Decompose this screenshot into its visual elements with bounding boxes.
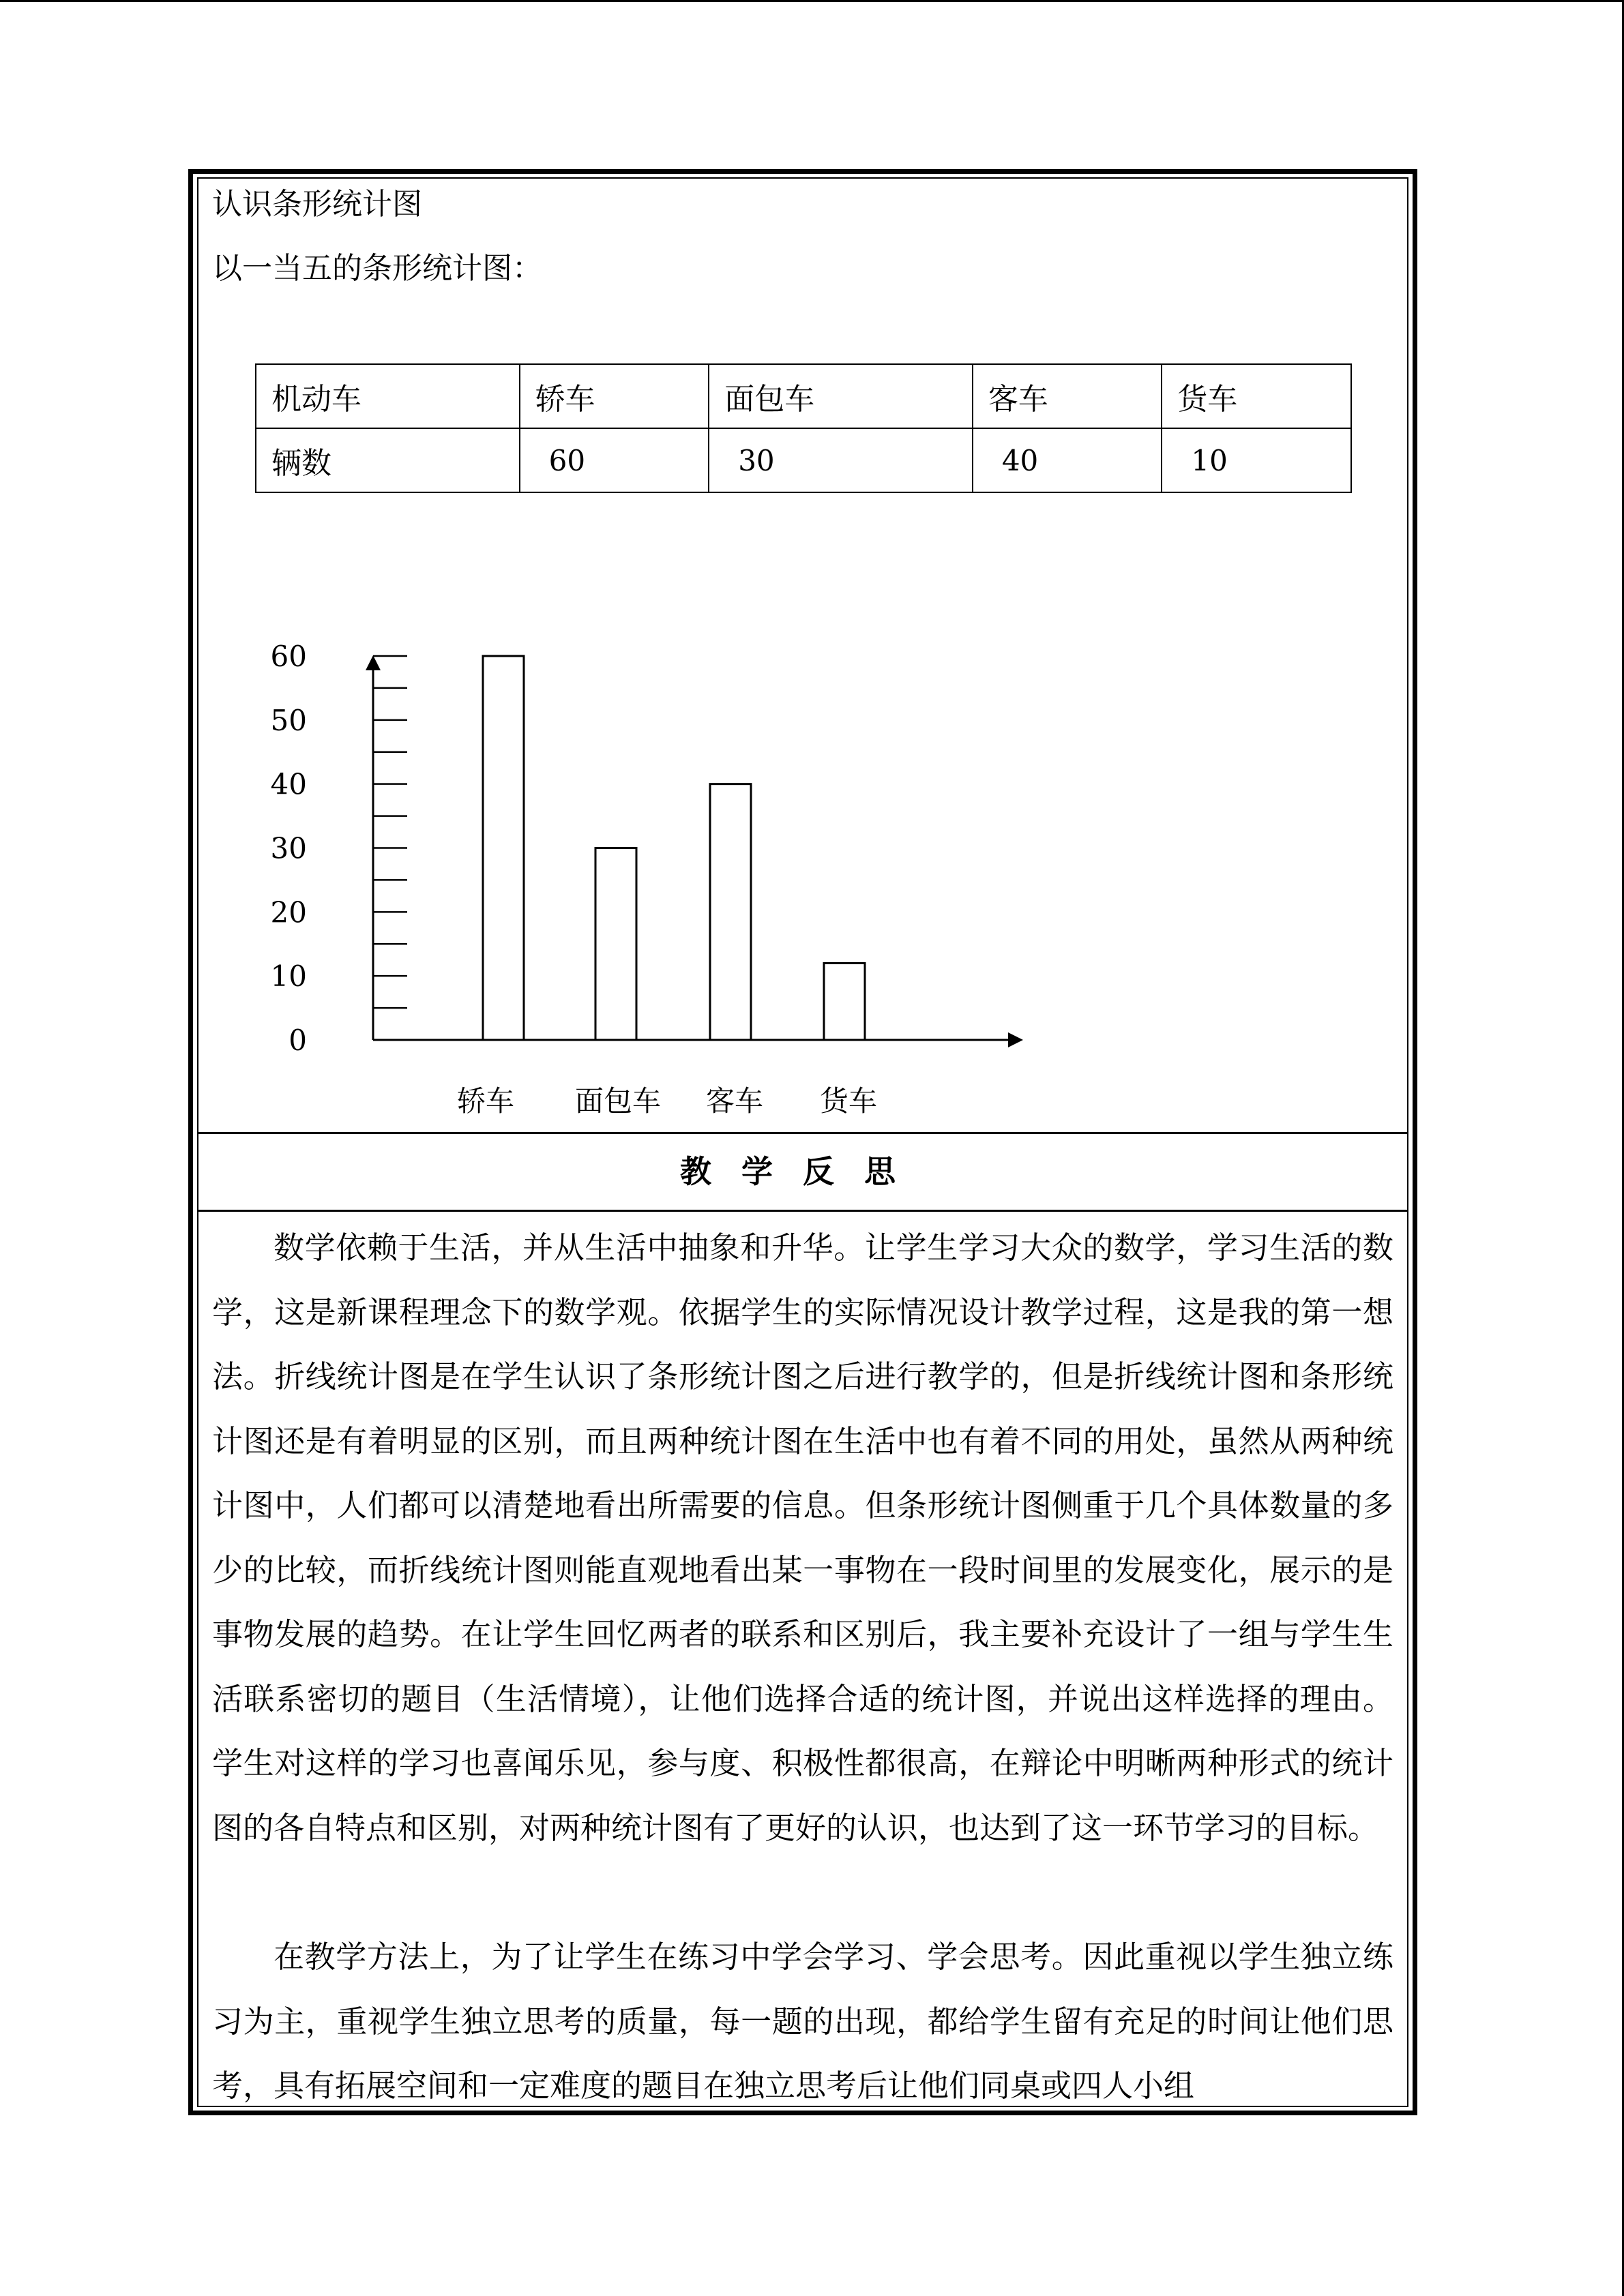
reflection-title: 教学反思 (680, 1153, 926, 1190)
x-axis-arrow (1008, 1032, 1023, 1047)
table-cell: 30 (709, 428, 973, 492)
y-tick-label: 0 (289, 1024, 307, 1057)
y-tick-label: 50 (270, 703, 307, 737)
table-header-row (256, 364, 1351, 428)
y-tick-label: 40 (270, 767, 307, 801)
section-divider (197, 1132, 1408, 1134)
intro-subheading: 以一当五的条形统计图： (212, 251, 542, 286)
bar (824, 963, 865, 1040)
y-axis-arrow (366, 655, 381, 670)
y-tick-label: 20 (270, 895, 307, 929)
table-cell: 机动车 (256, 364, 520, 428)
table-cell: 60 (520, 428, 709, 492)
y-tick-label: 10 (270, 959, 307, 994)
reflection-paragraph: 在教学方法上，为了让学生在练习中学会学习、学会思考。因此重视以学生独立练习为主，重视学生独立思考的质量，每一题的出现，都给学生留有充足的时间让他们思考，具有拓展空间和一定难度的题目在独立思考后让他们同桌或四人小组 (212, 1939, 1393, 2104)
intro-heading: 认识条形统计图 (212, 187, 422, 222)
table-cell: 客车 (973, 364, 1162, 428)
y-tick-label: 30 (270, 831, 307, 865)
table-cell: 面包车 (709, 364, 973, 428)
table-cell: 10 (1162, 428, 1351, 492)
x-category-label: 客车 (705, 1084, 764, 1118)
x-category-label: 轿车 (456, 1084, 515, 1118)
table-cell: 轿车 (520, 364, 709, 428)
table-row (256, 428, 1351, 492)
bar-chart (246, 580, 1050, 1132)
page-top-border (0, 0, 1624, 2)
bar (710, 784, 751, 1040)
section-divider (197, 1210, 1408, 1212)
table-cell: 40 (973, 428, 1162, 492)
bar (595, 848, 636, 1041)
table-cell: 货车 (1162, 364, 1351, 428)
bar (483, 656, 524, 1040)
y-tick-label: 60 (270, 640, 307, 673)
x-category-label: 面包车 (574, 1084, 662, 1118)
vehicle-table (255, 363, 1352, 493)
x-category-label: 货车 (819, 1084, 878, 1118)
reflection-paragraph: 数学依赖于生活，并从生活中抽象和升华。让学生学习大众的数学，学习生活的数学，这是新课程理念下的数学观。依据学生的实际情况设计教学过程，这是我的第一想法。折线统计图是在学生认识了条形统计图之后进行教学的，但是折线统计图和条形统计图还是有着明显的区别，而且两种统计图在生活中也有着不同的用处，虽然从两种统计图中，人们都可以清楚地看出所需要的信息。但条形统计图侧重于几个具体数量的多少的比较，而折线统计图则能直观地看出某一事物在一段时间里的发展变化，展示的是事物发展的趋势。在让学生回忆两者的联系和区别后，我主要补充设计了一组与学生生活联系密切的题目（生活情境），让他们选择合适的统计图，并说出这样选择的理由。学生对这样的学习也喜闻乐见，参与度、积极性都很高，在辩论中明晰两种形式的统计图的各自特点和区别，对两种统计图有了更好的认识，也达到了这一环节学习的目标。 (212, 1229, 1393, 1846)
table-cell: 辆数 (256, 428, 520, 492)
